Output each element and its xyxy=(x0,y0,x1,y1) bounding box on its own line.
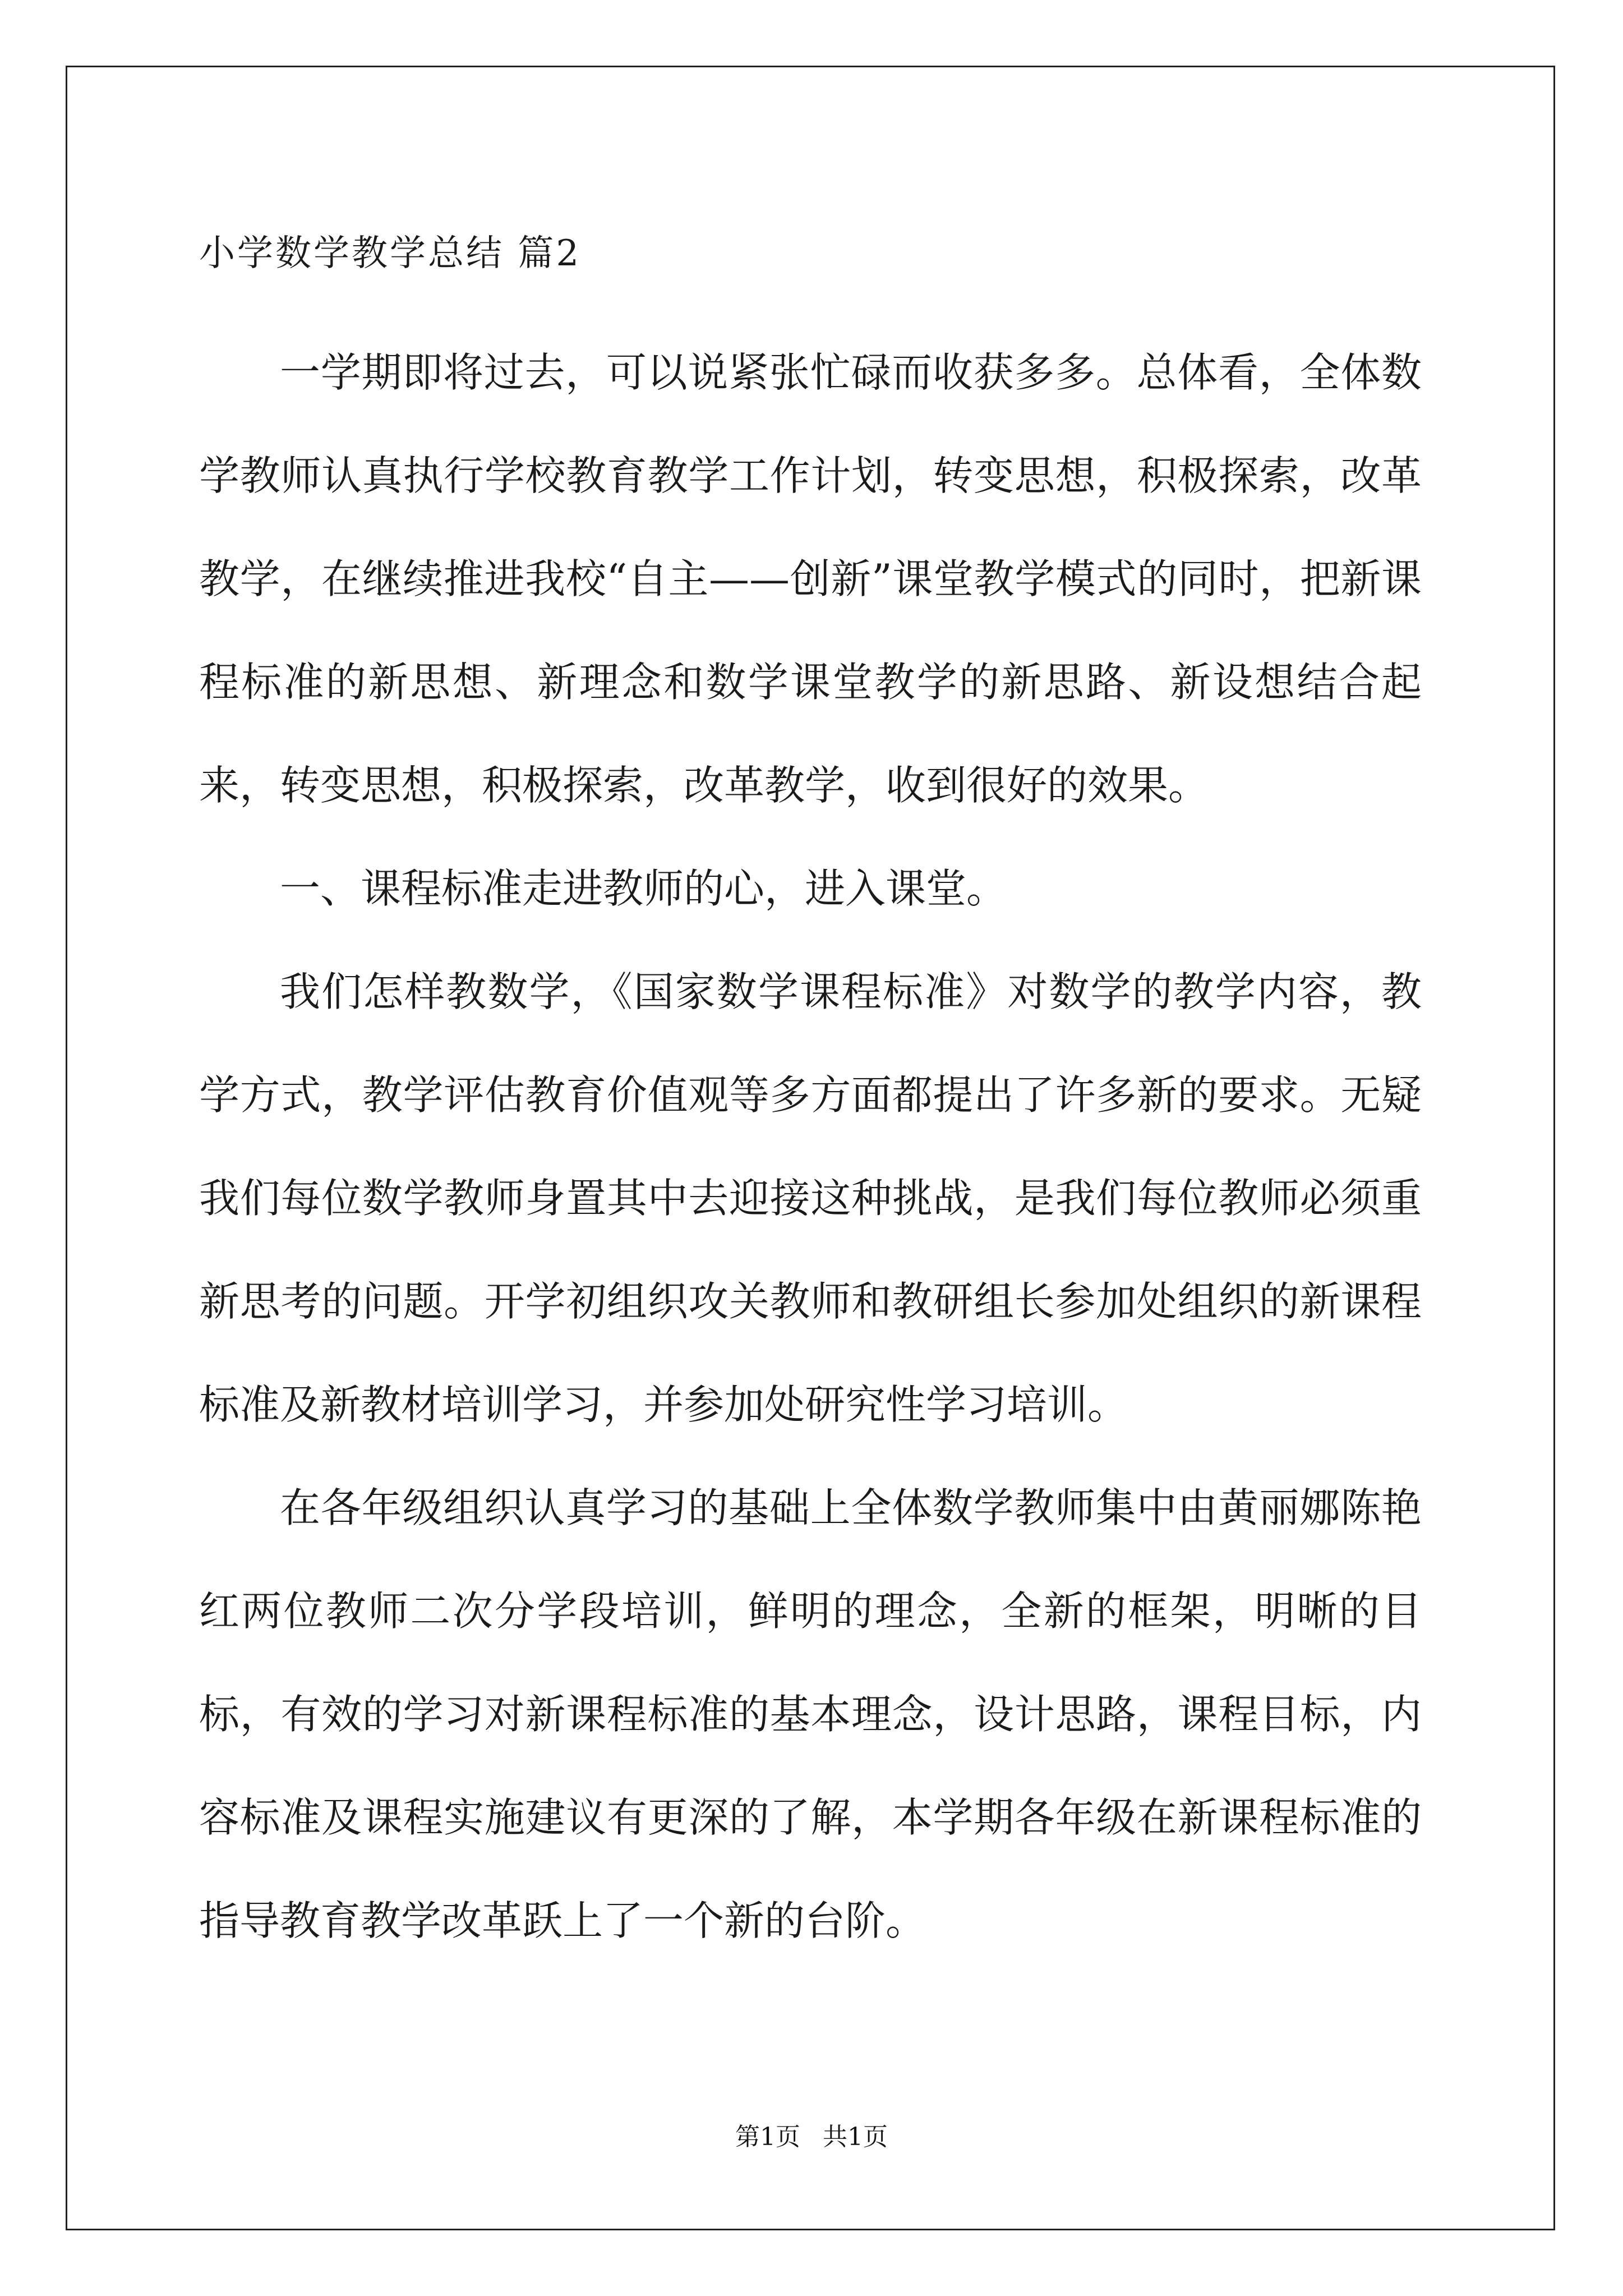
document-body xyxy=(199,220,1422,1972)
paragraph-intro: 一学期即将过去，可以说紧张忙碌而收获多多。总体看，全体数学教师认真执行学校教育教学工作计划，转变思想，积极探索，改革教学，在继续推进我校“自主——创新”课堂教学模式的同时，把新课程标准的新思想、新理念和数学课堂教学的新思路、新设想结合起来，转变思想，积极探索，改革教学，收到很好的效果。 xyxy=(199,349,1422,809)
page-total: 共1页 xyxy=(823,2123,888,2151)
page-footer xyxy=(0,2120,1623,2154)
paragraph-training: 在各年级组织认真学习的基础上全体数学教师集中由黄丽娜陈艳红两位教师二次分学段培训，鲜明的理念，全新的框架，明晰的目标，有效的学习对新课程标准的基本理念，设计思路，课程目标，内容标准及课程实施建议有更深的了解，本学期各年级在新课程标准的指导教育教学改革跃上了一个新的台阶。 xyxy=(199,1484,1422,1944)
paragraph-standards: 我们怎样教数学，《国家数学课程标准》对数学的教学内容，教学方式，教学评估教育价值观等多方面都提出了许多新的要求。无疑我们每位数学教师身置其中去迎接这种挑战，是我们每位教师必须重新思考的问题。开学初组织攻关教师和教研组长参加处组织的新课程标准及新教材培训学习，并参加处研究性学习培训。 xyxy=(199,968,1422,1428)
section-heading-1: 一、课程标准走进教师的心，进入课堂。 xyxy=(280,865,1007,912)
page-number: 第1页 xyxy=(735,2123,800,2151)
document-title: 小学数学教学总结 篇2 xyxy=(199,233,582,274)
